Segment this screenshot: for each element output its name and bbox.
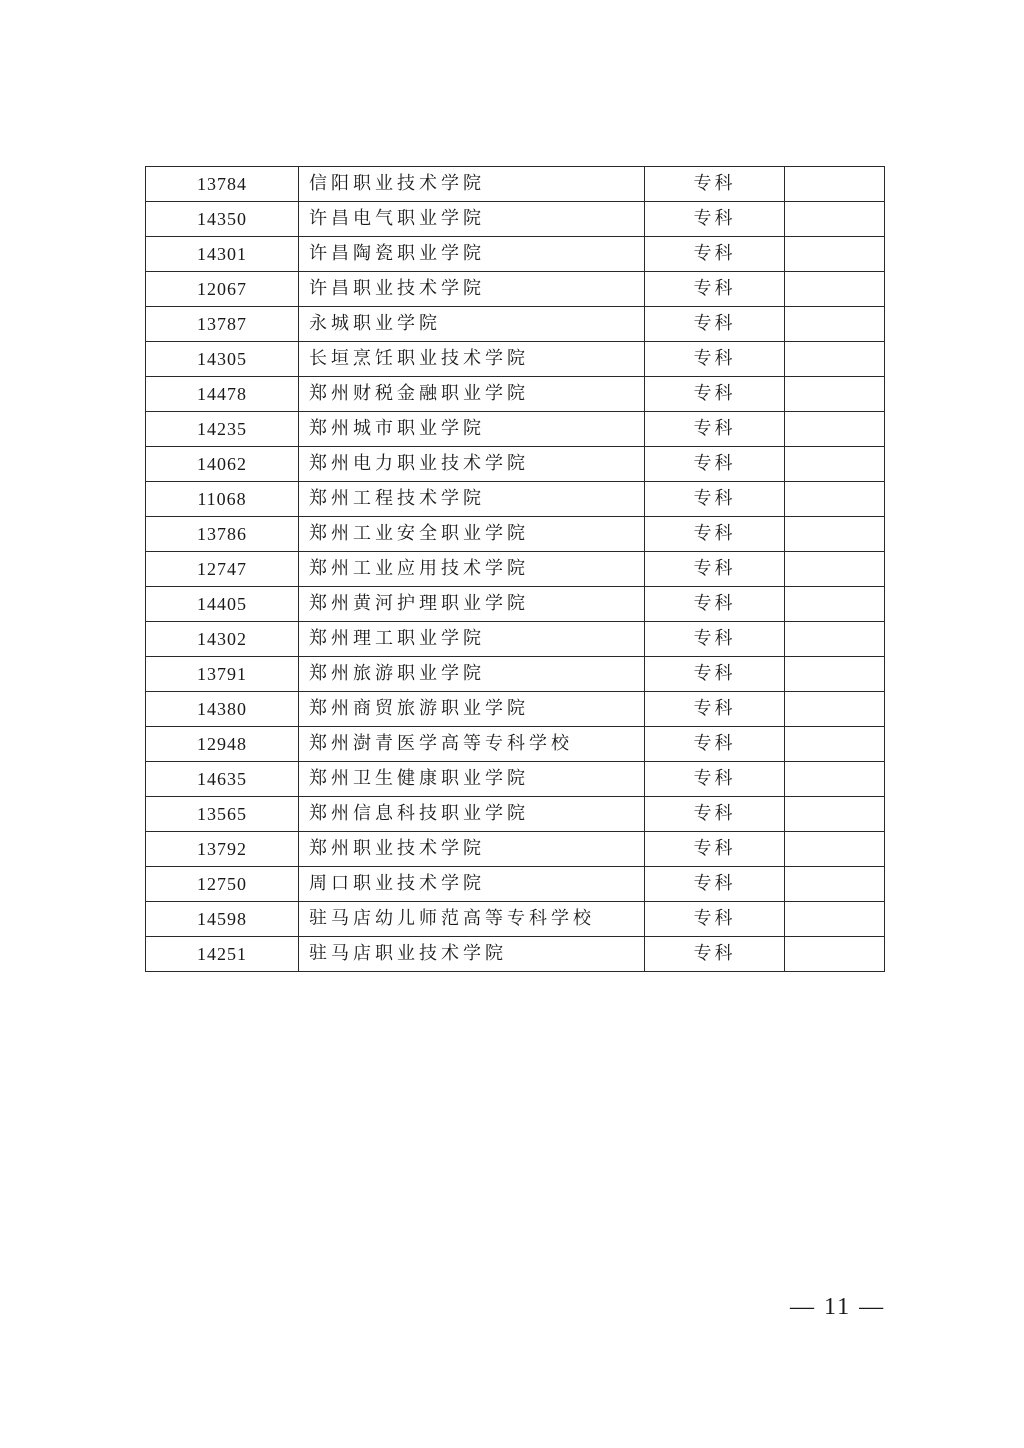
education-level: 专科 — [645, 727, 785, 762]
page-number: — 11 — — [790, 1294, 886, 1320]
institution-code: 12067 — [146, 272, 299, 307]
table-row — [146, 517, 885, 552]
education-level: 专科 — [645, 587, 785, 622]
education-level: 专科 — [645, 482, 785, 517]
institution-code: 13784 — [146, 167, 299, 202]
institution-code: 14598 — [146, 902, 299, 937]
institution-name: 郑州工程技术学院 — [299, 482, 645, 517]
education-level: 专科 — [645, 272, 785, 307]
institution-table — [145, 166, 885, 972]
remarks-cell — [785, 587, 885, 622]
remarks-cell — [785, 447, 885, 482]
institution-name: 许昌电气职业学院 — [299, 202, 645, 237]
education-level: 专科 — [645, 902, 785, 937]
institution-name: 永城职业学院 — [299, 307, 645, 342]
table-row — [146, 902, 885, 937]
institution-name: 郑州澍青医学高等专科学校 — [299, 727, 645, 762]
remarks-cell — [785, 937, 885, 972]
institution-name: 许昌陶瓷职业学院 — [299, 237, 645, 272]
institution-code: 12747 — [146, 552, 299, 587]
institution-code: 14635 — [146, 762, 299, 797]
institution-code: 14405 — [146, 587, 299, 622]
institution-table-body — [146, 167, 885, 972]
institution-name: 郑州财税金融职业学院 — [299, 377, 645, 412]
table-row — [146, 797, 885, 832]
education-level: 专科 — [645, 377, 785, 412]
institution-code: 13565 — [146, 797, 299, 832]
remarks-cell — [785, 412, 885, 447]
institution-code: 14062 — [146, 447, 299, 482]
table-row — [146, 272, 885, 307]
table-row — [146, 832, 885, 867]
education-level: 专科 — [645, 517, 785, 552]
education-level: 专科 — [645, 447, 785, 482]
institution-code: 13787 — [146, 307, 299, 342]
education-level: 专科 — [645, 692, 785, 727]
institution-code: 14301 — [146, 237, 299, 272]
institution-name: 郑州卫生健康职业学院 — [299, 762, 645, 797]
institution-name: 郑州职业技术学院 — [299, 832, 645, 867]
remarks-cell — [785, 377, 885, 412]
institution-name: 许昌职业技术学院 — [299, 272, 645, 307]
remarks-cell — [785, 622, 885, 657]
remarks-cell — [785, 202, 885, 237]
institution-code: 12750 — [146, 867, 299, 902]
institution-code: 14350 — [146, 202, 299, 237]
remarks-cell — [785, 762, 885, 797]
remarks-cell — [785, 657, 885, 692]
table-row — [146, 447, 885, 482]
institution-code: 14478 — [146, 377, 299, 412]
table-row — [146, 867, 885, 902]
table-row — [146, 202, 885, 237]
remarks-cell — [785, 517, 885, 552]
institution-code: 14251 — [146, 937, 299, 972]
table-row — [146, 237, 885, 272]
institution-name: 长垣烹饪职业技术学院 — [299, 342, 645, 377]
remarks-cell — [785, 692, 885, 727]
institution-name: 信阳职业技术学院 — [299, 167, 645, 202]
table-row — [146, 482, 885, 517]
institution-name: 驻马店职业技术学院 — [299, 937, 645, 972]
institution-code: 14305 — [146, 342, 299, 377]
education-level: 专科 — [645, 797, 785, 832]
institution-code: 11068 — [146, 482, 299, 517]
education-level: 专科 — [645, 202, 785, 237]
institution-name: 郑州信息科技职业学院 — [299, 797, 645, 832]
table-row — [146, 167, 885, 202]
remarks-cell — [785, 167, 885, 202]
table-row — [146, 937, 885, 972]
table-row — [146, 552, 885, 587]
remarks-cell — [785, 272, 885, 307]
table-row — [146, 727, 885, 762]
remarks-cell — [785, 307, 885, 342]
remarks-cell — [785, 727, 885, 762]
remarks-cell — [785, 797, 885, 832]
remarks-cell — [785, 237, 885, 272]
remarks-cell — [785, 342, 885, 377]
table-row — [146, 692, 885, 727]
table-row — [146, 762, 885, 797]
institution-code: 14380 — [146, 692, 299, 727]
remarks-cell — [785, 902, 885, 937]
institution-name: 郑州工业安全职业学院 — [299, 517, 645, 552]
education-level: 专科 — [645, 622, 785, 657]
education-level: 专科 — [645, 342, 785, 377]
institution-name: 驻马店幼儿师范高等专科学校 — [299, 902, 645, 937]
education-level: 专科 — [645, 237, 785, 272]
education-level: 专科 — [645, 867, 785, 902]
institution-name: 郑州城市职业学院 — [299, 412, 645, 447]
institution-name: 郑州商贸旅游职业学院 — [299, 692, 645, 727]
institution-name: 郑州黄河护理职业学院 — [299, 587, 645, 622]
institution-code: 13786 — [146, 517, 299, 552]
education-level: 专科 — [645, 937, 785, 972]
institution-name: 郑州旅游职业学院 — [299, 657, 645, 692]
education-level: 专科 — [645, 657, 785, 692]
table-row — [146, 412, 885, 447]
table-row — [146, 587, 885, 622]
table-row — [146, 377, 885, 412]
remarks-cell — [785, 552, 885, 587]
institution-name: 郑州理工职业学院 — [299, 622, 645, 657]
remarks-cell — [785, 832, 885, 867]
institution-code: 14302 — [146, 622, 299, 657]
education-level: 专科 — [645, 832, 785, 867]
table-row — [146, 657, 885, 692]
table-row — [146, 342, 885, 377]
table-row — [146, 307, 885, 342]
table-row — [146, 622, 885, 657]
institution-code: 13792 — [146, 832, 299, 867]
institution-name: 郑州工业应用技术学院 — [299, 552, 645, 587]
remarks-cell — [785, 482, 885, 517]
education-level: 专科 — [645, 412, 785, 447]
remarks-cell — [785, 867, 885, 902]
institution-name: 郑州电力职业技术学院 — [299, 447, 645, 482]
education-level: 专科 — [645, 552, 785, 587]
institution-code: 13791 — [146, 657, 299, 692]
education-level: 专科 — [645, 307, 785, 342]
institution-name: 周口职业技术学院 — [299, 867, 645, 902]
institution-code: 14235 — [146, 412, 299, 447]
education-level: 专科 — [645, 762, 785, 797]
institution-code: 12948 — [146, 727, 299, 762]
education-level: 专科 — [645, 167, 785, 202]
